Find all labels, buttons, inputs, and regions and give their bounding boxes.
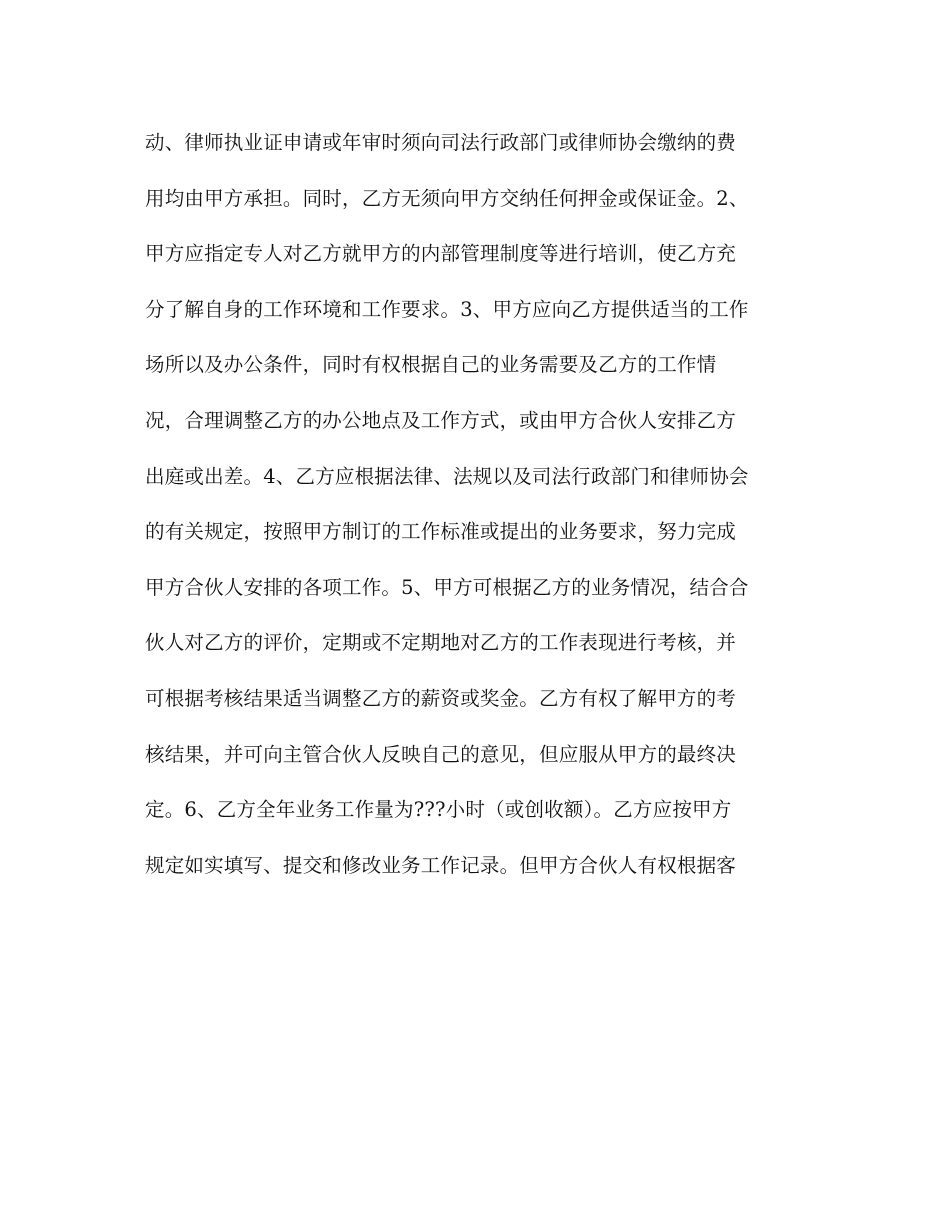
text-line: 甲方合伙人安排的各项工作。5、甲方可根据乙方的业务情况，结合合: [145, 575, 749, 599]
text-line: 出庭或出差。4、乙方应根据法律、法规以及司法行政部门和律师协会: [145, 464, 749, 488]
text-line: 况，合理调整乙方的办公地点及工作方式，或由甲方合伙人安排乙方: [145, 408, 737, 432]
text-line: 分了解自身的工作环境和工作要求。3、甲方应向乙方提供适当的工作: [145, 297, 749, 321]
text-line: 用均由甲方承担。同时，乙方无须向甲方交纳任何押金或保证金。2、: [145, 186, 749, 210]
text-line: 规定如实填写、提交和修改业务工作记录。但甲方合伙人有权根据客: [145, 853, 737, 877]
text-line: 可根据考核结果适当调整乙方的薪资或奖金。乙方有权了解甲方的考: [145, 686, 737, 710]
body-text: [145, 121, 825, 899]
text-line: 场所以及办公条件，同时有权根据自己的业务需要及乙方的工作情: [145, 353, 717, 377]
text-line: 甲方应指定专人对乙方就甲方的内部管理制度等进行培训，使乙方充: [145, 242, 737, 266]
text-line: 定。6、乙方全年业务工作量为???小时（或创收额）。乙方应按甲方: [145, 798, 732, 822]
text-line: 的有关规定，按照甲方制订的工作标准或提出的业务要求，努力完成: [145, 520, 737, 544]
text-line: 动、律师执业证申请或年审时须向司法行政部门或律师协会缴纳的费: [145, 131, 737, 154]
text-line: 核结果，并可向主管合伙人反映自己的意见，但应服从甲方的最终决: [145, 742, 737, 766]
text-line: 伙人对乙方的评价，定期或不定期地对乙方的工作表现进行考核，并: [145, 631, 737, 655]
